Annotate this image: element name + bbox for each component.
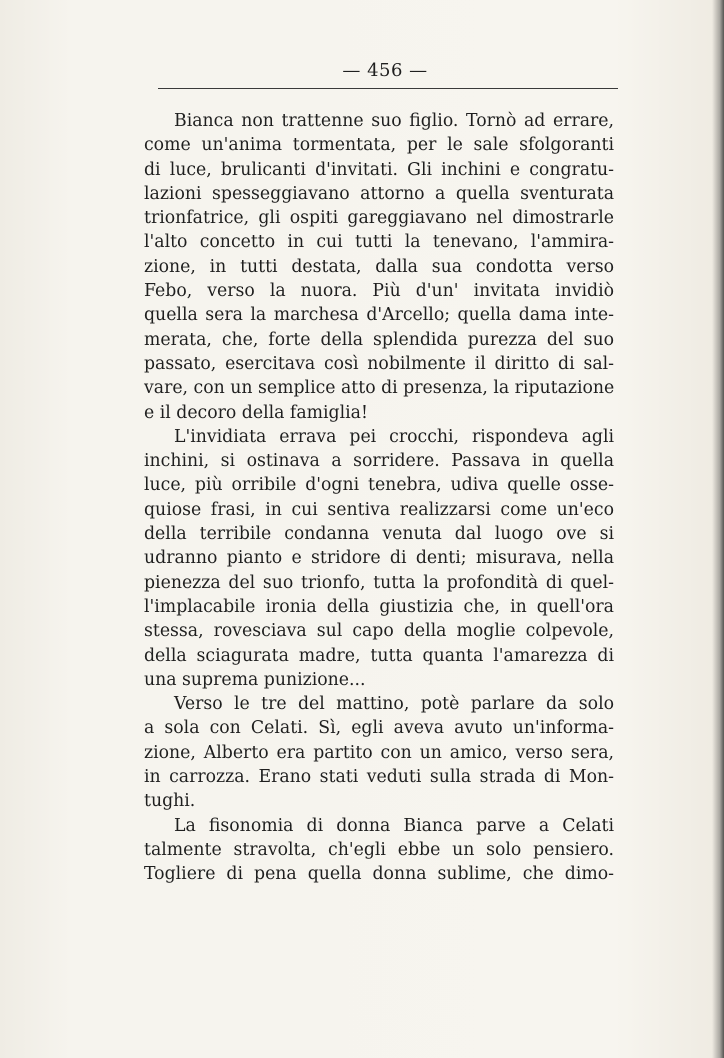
text-line: zione, in tutti destata, dalla sua condotta verso <box>144 256 614 277</box>
text-line: stessa, rovesciava sul capo della moglie colpevole, <box>144 621 614 642</box>
text-line: tughi. <box>144 791 196 812</box>
text-line: luce, più orribile d'ogni tenebra, udiva quelle osse- <box>144 475 614 496</box>
text-line: vare, con un semplice atto di presenza, la riputazione <box>144 378 615 399</box>
text-line: lazioni spesseggiavano attorno a quella sventurata <box>144 183 614 204</box>
text-line: udranno pianto e stridore di denti; misurava, nella <box>144 548 614 569</box>
text-line: talmente stravolta, ch'egli ebbe un solo pensiero. <box>144 839 614 860</box>
text-line: a sola con Celati. Sì, egli aveva avuto un'informa- <box>144 718 614 739</box>
text-line: della terribile condanna venuta dal luogo ove si <box>144 524 614 545</box>
text-line: merata, che, forte della splendida purezza del suo <box>144 329 614 350</box>
text-line: della sciagurata madre, tutta quanta l'amarezza di <box>144 645 614 666</box>
text-line: di luce, brulicanti d'invitati. Gli inchini e congratu- <box>144 159 614 180</box>
text-line: Verso le tre del mattino, potè parlare da solo <box>174 694 614 715</box>
text-line: quiose frasi, in cui sentiva realizzarsi come un'eco <box>144 499 614 520</box>
page-gutter-shadow <box>712 0 724 1058</box>
text-line: La fisonomia di donna Bianca parve a Celati <box>174 815 614 836</box>
text-line: inchini, si ostinava a sorridere. Passava in quella <box>144 451 614 472</box>
text-line: come un'anima tormentata, per le sale sfolgoranti <box>144 135 614 156</box>
text-line: l'implacabile ironia della giustizia che, in quell'ora <box>144 596 614 617</box>
text-line: L'invidiata errava pei crocchi, rispondeva agli <box>174 426 614 447</box>
text-line: in carrozza. Erano stati veduti sulla strada di Mon- <box>144 767 614 788</box>
text-line: zione, Alberto era partito con un amico, verso sera, <box>144 742 614 763</box>
text-line: Febo, verso la nuora. Più d'un' invitata invidiò <box>144 281 614 302</box>
text-line: quella sera la marchesa d'Arcello; quella dama inte- <box>144 305 614 326</box>
header-rule <box>158 88 618 89</box>
text-line: l'alto concetto in cui tutti la tenevano, l'ammira- <box>144 232 614 253</box>
page-number: — 456 — <box>342 60 428 81</box>
text-line: Bianca non trattenne suo figlio. Tornò ad errare, <box>174 111 614 131</box>
text-line: Togliere di pena quella donna sublime, che dimo- <box>144 864 614 885</box>
text-line: passato, esercitava così nobilmente il diritto di sal- <box>144 353 614 374</box>
body-text <box>144 109 614 887</box>
text-line: e il decoro della famiglia! <box>144 402 368 423</box>
text-line: pienezza del suo trionfo, tutta la profondità di quel- <box>144 572 614 593</box>
text-line: una suprema punizione... <box>144 669 366 690</box>
text-line: trionfatrice, gli ospiti gareggiavano nel dimostrarle <box>144 208 614 229</box>
